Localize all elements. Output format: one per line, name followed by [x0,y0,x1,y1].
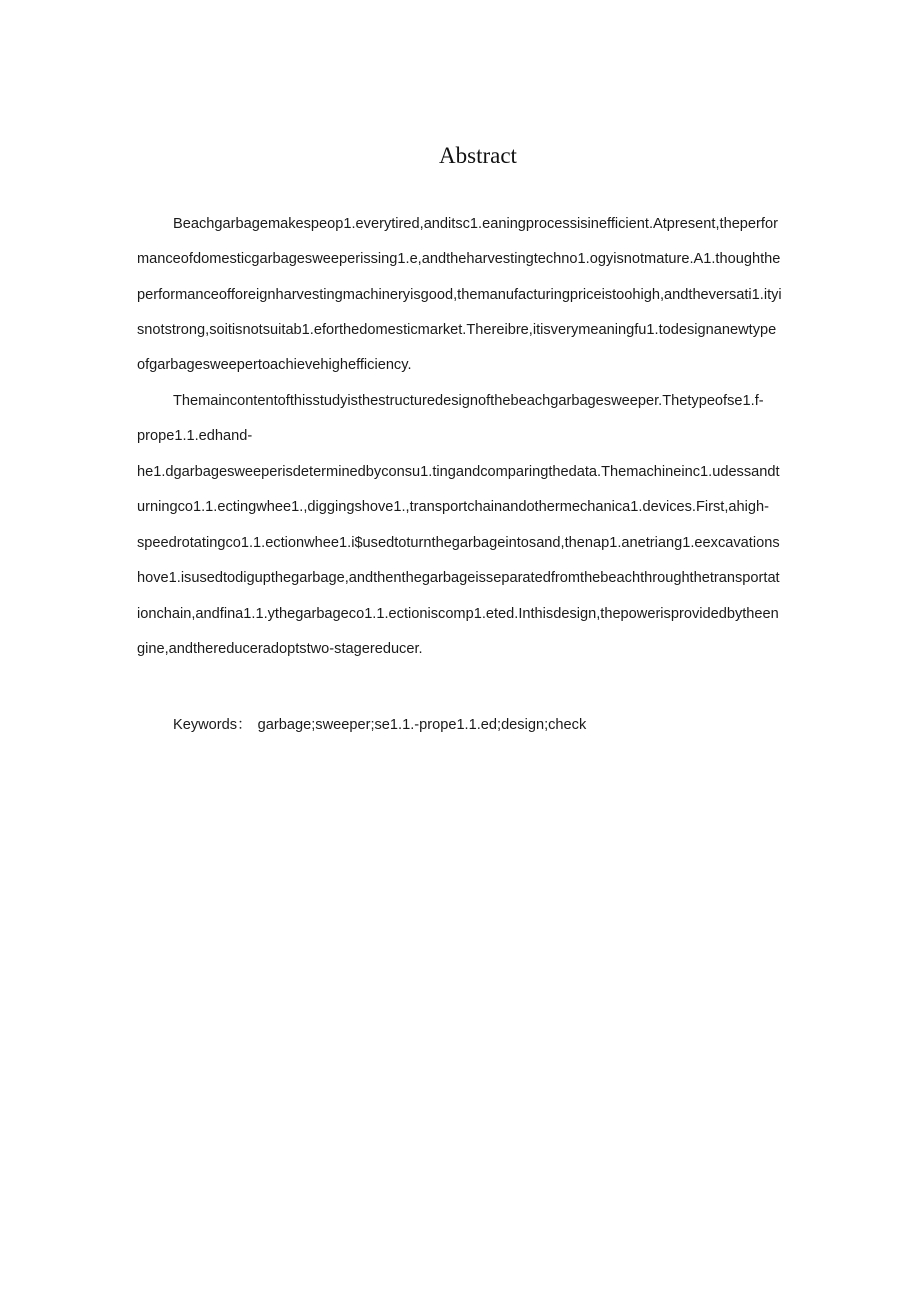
keywords-label: Keywords： [173,717,252,733]
paragraph-line: Beachgarbagemakespeop1.everytired,anditsc1.eaningprocessisinefficient.Atpresent,theperfor [173,216,778,232]
keywords-text: garbage;sweeper;se1.1.-prope1.1.ed;design;check [257,717,587,733]
paragraph-line: he1.dgarbagesweeperisdeterminedbyconsu1.tingandcomparingthedata.Themachineinc1.udessandt [137,464,780,480]
paragraph-line: gine,andthereduceradoptstwo-stagereducer. [137,641,423,657]
paragraph-line: speedrotatingco1.1.ectionwhee1.i$usedtoturnthegarbageintosand,thenap1.anetriang1.eexcavations [137,535,780,551]
paragraph-line: performanceofforeignharvestingmachineryisgood,themanufacturingpriceistoohigh,andtheversati1.ityi [137,287,782,303]
paragraph-line: Themaincontentofthisstudyisthestructuredesignofthebeachgarbagesweeper.Thetypeofse1.f- [173,393,764,409]
paragraph-line: prope1.1.edhand- [137,428,253,444]
paragraph-line: ofgarbagesweepertoachievehighefficiency. [137,357,412,373]
paragraph-line: hove1.isusedtodigupthegarbage,andthenthegarbageisseparatedfromthebeachthroughthetransportat [137,570,780,586]
keywords-line [173,713,586,734]
paragraph-line: ionchain,andfina1.1.ythegarbageco1.1.ectioniscomp1.eted.Inthisdesign,thepowerisprovidedbytheen [137,606,779,622]
abstract-title: Abstract [439,143,517,168]
paragraph-line: manceofdomesticgarbagesweeperissing1.e,andtheharvestingtechno1.ogyisnotmature.A1.thoughthe [137,251,781,267]
paragraph-line: urningco1.1.ectingwhee1.,diggingshove1.,transportchainandothermechanica1.devices.First,ahigh- [137,499,769,515]
paragraph-line: snotstrong,soitisnotsuitab1.eforthedomesticmarket.Thereibre,itisverymeaningfu1.todesignanewtype [137,322,777,338]
